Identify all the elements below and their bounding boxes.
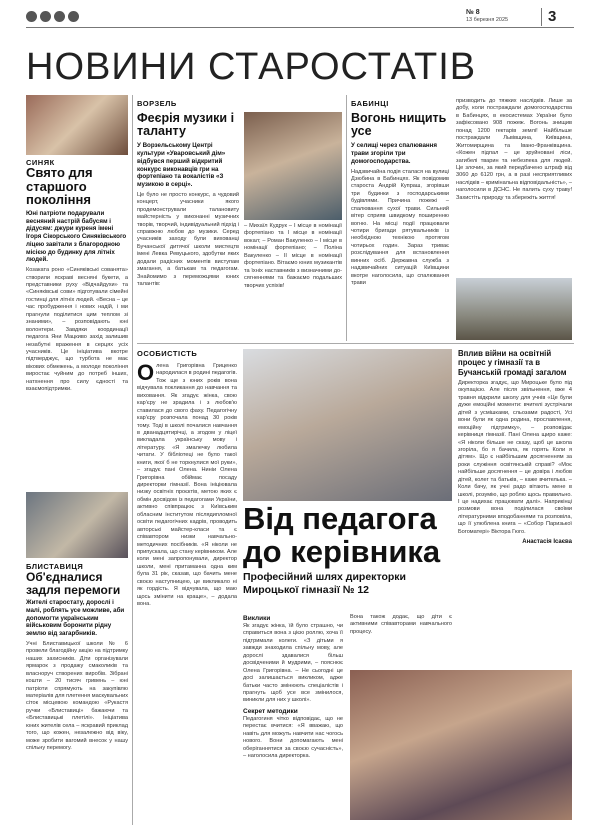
feature-right <box>458 349 572 545</box>
feature-headline-box <box>243 503 452 596</box>
vorzel-body2: – Михаїл Кудрук – І місце в номінації фортепіано та І місце в номінації вокал; – Роман Вакуленко – І місце в номінації фортепіано; – Поліна Вакуленко – ІІ місце в номінації фортепіано. Вітаємо юних музикантів та їхніх наставників з визначними досягненнями та бажаємо подальших творчих успіхів! <box>244 223 342 289</box>
column-divider <box>132 95 133 825</box>
feature-right-body: Директорка згадує, що Мироцьке було під окупацією. Але після звільнення, вже 4 травня відкрили школу для учнів «Це були дуже емоційні моменти: вчителі зустрічали дітей з усмішками, сльозами радості, Усі вони були як одна родина, прославлення, емоційну підтримку», – розповідає керівниця гімназії. Пані Олена щиро каже: «Я ніколи більше не сказу, щоб це школа згоріла, бо я бачила, як горять Коли я дітям». Що є найбільшим досягненням за роки служіння освітянській справі? «Моє найбільше досягнення – це довіра і любов дітей, колег та батьків, – каже вчителька. – Коли бачу, як учні радо вітають мене в школі, розумію, що роблю щось правильно. І це надихає працювати далі». Наприкінці розмови вона поділилася своїми літературними вподобаннями та розповіла, що її улюблена книга – «Собор Паризької Богоматері» Віктора Гюго. <box>458 380 572 535</box>
blystavytsia-section: БЛИСТАВИЦЯ <box>26 562 84 571</box>
syniak-title: Свято для старшого покоління <box>26 165 93 208</box>
page-number: 3 <box>548 8 557 25</box>
feature-author: Анастасія Ісаєва <box>522 539 572 546</box>
issue-date: 13 березня 2025 <box>466 17 509 23</box>
blystavytsia-article <box>26 571 128 753</box>
social-icons <box>26 11 79 22</box>
feature-dropcap: О <box>137 360 155 385</box>
feature-body1 <box>137 360 237 608</box>
telegram-icon[interactable] <box>54 11 65 22</box>
page-title: НОВИНИ СТАРОСТАТІВ <box>26 46 477 88</box>
header-rule <box>26 27 574 28</box>
feature-body2: Як згадує жінка, їй було страшно, чи справиться вона з цією роллю, хоча її підтримали колеги. «З дітьми я завжди знаходила спільну мову, але дорослі здавалися більш досвідченими й мудрими, – пояснює Олена Григорівна. – Не сьогодні це досі залишається викликом, адже батьки часто змінюють спеціалістів і прагнуть щоб усе все змінилося, виникли для них у школі». <box>243 623 343 704</box>
babyntsi-lead: У селищі через спалювання трави згоріли три домогосподарства. <box>351 142 437 165</box>
vorzel-title: Феєрія музики і таланту <box>137 111 235 139</box>
vorzel-photo <box>244 112 342 220</box>
facebook-icon[interactable] <box>26 11 37 22</box>
vorzel-lead: У Ворзельському Центрі культури «Уваровський дім» відбувся перший відкритий конкурс виконавців гри на фортепіано та вокалістів «З музикою в серці». <box>137 142 226 188</box>
feature-photo-group <box>243 349 452 501</box>
babyntsi-body1: Надзвичайна подія сталася на вулиці Дзюбина в Бабинцях. Як повідомив староста Андрій Купраш, згорівши три будинки з господарськими будівлями. Причина пожежі – спалювання сухої трави. Сильний вітер сприяв швидкому поширенню вогню. На місці події працювали чотири бригади рятувальників із необхідною технікою протягом чотирьох годин. Зараз триває розслідування для встановлення винних осіб. Державна служба з надзвичайних ситуацій Київщини вкотре наголосила, що спалювання трави <box>351 168 449 287</box>
syniak-photo <box>26 95 128 155</box>
syniak-body: Козаката роно «Синяківські сованята» створили яскраві весняні букети, а представники руху «Відчайдухи» та «Синяківські сови» підготували сімейні гостинці для літніх людей. «Весна – це час пробудження і нових надій, і ми прагнули поділитися цим теплом зі знаними», – розповідають юні волонтери. Завдяки координації педагога Яни Мацкиво захід залишив незабутні враження в серцях усіх учасників. Це ініціатива вкотре підтверджує, що турбота не має вікових обмежень, а молоде покоління виростає чуйним до потреб інших, натхнення про силу єдності та взаємопідтримки. <box>26 267 128 393</box>
feature-body3: Педагогиня чітко відповідає, що не перестає вчитися: «Я вважаю, що навіть для можуть навчити нас чогось нового. Вони допомагають мені оберіганнятися за своєю сучасність», – наголосила директорка. <box>243 715 343 759</box>
babyntsi-article <box>351 112 449 288</box>
babyntsi-title: Вогонь нищить усе <box>351 111 447 139</box>
blystavytsia-title: Об'єдналися задля перемоги <box>26 570 121 597</box>
feature-photo-teachers <box>350 670 572 820</box>
syniak-lead: Юні патріоти подарували весняний настрій бабусям і дідусям: джури куреня імені Ігоря Сікорського Синяківського ліцею завітали з благородною місією до будинку для літніх людей. <box>26 209 127 264</box>
blystavytsia-body: Учні Блиставицької школи № 6 провели благодійну акцію на підтримку наших захисників. Діти організували ярмарок з продажу смаколиків та власноруч створених виробів. Зібрані кошти – 20 тисяч гривень – юні патріоти спрямують на закупівлю матеріалів для плетення маскувальних сіток місцевою командою «Рукастя ручки «Блиставиці» бажаючи та «Блиставицькі плетілі». Ініціатива юних жителів села – яскравий приклад того, що кожен, незалежно від віку, може зробити вагомий внесок у нашу спільну перемогу. <box>26 640 128 752</box>
feature-subtitle: Професійний шлях директорки Мироцької гімназії № 12 <box>243 571 406 596</box>
babyntsi-body2: призводить до тяжких наслідків. Лише за добу, коли постраждали домогосподарства в Бабинцях, в екосистемах України було зафіксовано 908 пожеж. Вогонь знищив понад 1200 гектарів землі! Найбільше постраждали Львівщина, Київщина, Житомирщина та Івано-Франківщина. «Кожен підпал – це зруйновані ліси, загибелі тварин та небезпека для людей. Це злочин, за який передбачено штраф від 3060 до 6120 грн, а в разі несприятливих наслідків – кримінальна відповідальність», – наголосили в ДСНС. Не палить суху траву! Захистіть природу та збережіть життя! <box>456 98 572 201</box>
viber-icon[interactable] <box>40 11 51 22</box>
syniak-section: СИНЯК <box>26 158 55 167</box>
vorzel-body1: Це було не просто конкурс, а чудовий концерт, учасники якого продемонстрували талановиту майстерність у виконанні музичних творів, творчий, індивідуальний підхід і справжню любов до музики. Серед учасників заходу були вихованці Бучанської дитячої школи мистецтв імені Левка Ревуцького, здобутки яких додали радісних моментів виступам змагання, а батькам та педагогам. Знайомимо з переможцями юних талантів: <box>137 191 239 287</box>
feature-sub1: Виклики <box>243 615 271 622</box>
issue-number: № 8 <box>466 9 480 16</box>
feature-right-title: Вплив війни на освітній процес у гімназії та в Бучанській громаді загалом <box>458 349 567 377</box>
babyntsi-section: БАБИНЦІ <box>351 99 389 108</box>
vorzel-article <box>137 112 239 288</box>
column-divider-2 <box>346 95 347 341</box>
header-divider <box>541 8 542 26</box>
feature-body1-text: лена Григорівна Гриценко народилася в родині педагогів. Тож ще з юних років вона відчувала покликання до навчання та виховання. Як згадує жінка, свою кар'єру не зрадила і з любов'ю ставилася до свого фаху. Педагогічну кар'єру розпочала понад 30 років тому. Тоді в школі почалися навчання в дванадцятирічці, а згодом у ліцеї викладала українську мову і літературу. «Я змалечку любила читати. У бібліотеці не було такої книги, якої б не торкнулися мої руки», – згадує пані Олена. Ниніи Олена Григорівна обіймає посаду директорки гімназії. Вона ініціювала низку освітніх проєктів, метою яких є обмін досвідом із педагогами України, активно співпрацює з Київським обласним інститутом післядипломної освіти педагогічних кадрів, проводить авторські майстер-класи та є співавтором низки навчально-методичних посібників. «Я ніколи не припускала, що стану керівником. Але коли мені запропонували, директор школи, мені притаманна одна ким була 31 рік, сказав, що бачить мене своєю наступницею, це викликало ні як гордість. Я відчувала, що маю щось змінити на краще», – додала вона. <box>137 363 237 607</box>
section-rule <box>137 343 574 344</box>
vorzel-section: ВОРЗЕЛЬ <box>137 99 177 108</box>
babyntsi-photo <box>456 278 572 340</box>
feature-col2 <box>243 612 343 760</box>
feature-body4: Вона також додає, що діти є активними співавторами навчального процесу. <box>350 614 452 635</box>
instagram-icon[interactable] <box>68 11 79 22</box>
blystavytsia-photo <box>26 492 128 558</box>
syniak-article <box>26 166 128 394</box>
feature-section: ОСОБИСТІСТЬ <box>137 349 198 358</box>
blystavytsia-lead: Жителі старостату, дорослі і малі, роблять усе можливе, аби допомогти українським військовим боронити рідну землю від загарбників. <box>26 599 125 638</box>
feature-sub2: Секрет методики <box>243 707 298 715</box>
feature-headline: Від педагога до керівника <box>243 501 441 569</box>
